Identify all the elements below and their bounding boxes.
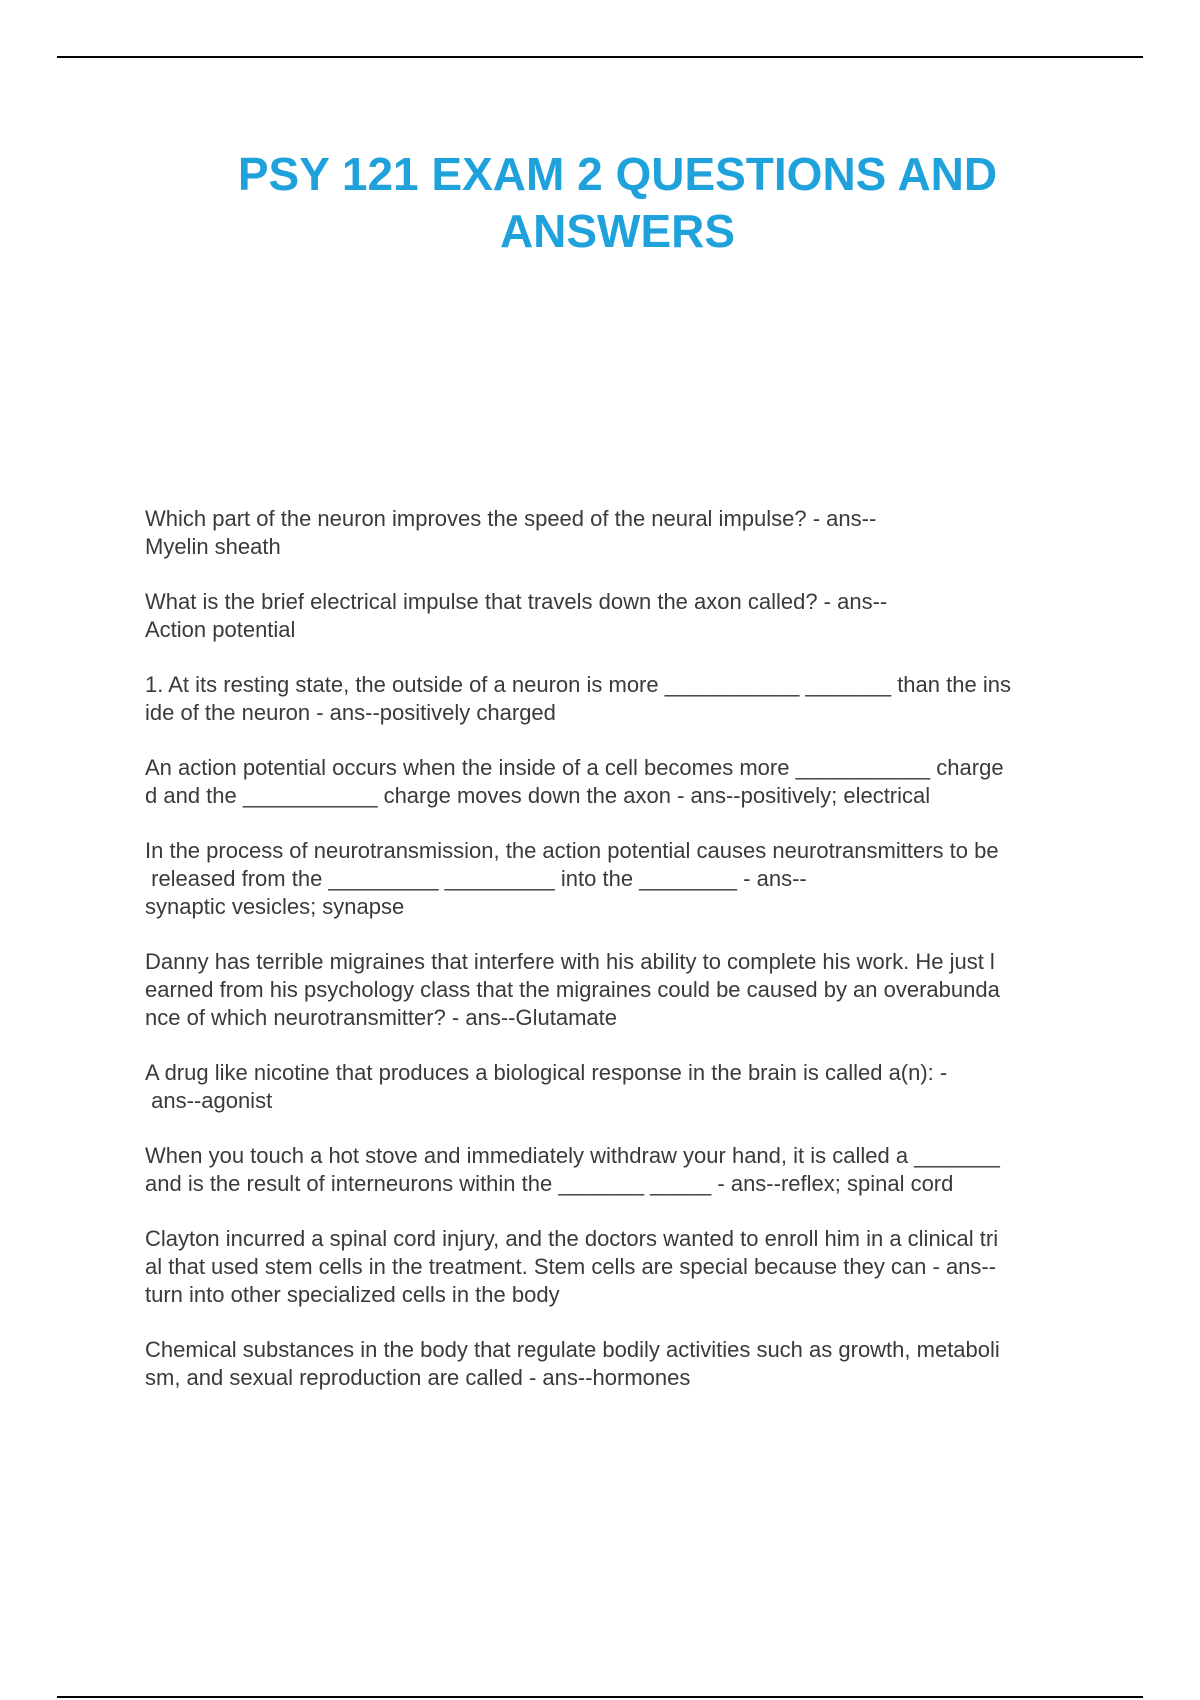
- qa-item: [145, 671, 1090, 727]
- qa-line: Myelin sheath: [145, 534, 281, 559]
- qa-line: nce of which neurotransmitter? - ans--Glutamate: [145, 1005, 617, 1030]
- qa-line: Chemical substances in the body that regulate bodily activities such as growth, metaboli: [145, 1337, 1000, 1362]
- qa-item: [145, 588, 1090, 644]
- qa-list: [145, 505, 1090, 1419]
- qa-line: Clayton incurred a spinal cord injury, and the doctors wanted to enroll him in a clinical tri: [145, 1226, 999, 1251]
- qa-line: turn into other specialized cells in the body: [145, 1282, 560, 1307]
- qa-item: [145, 754, 1090, 810]
- qa-line: Action potential: [145, 617, 296, 642]
- qa-item: [145, 837, 1090, 921]
- qa-line: An action potential occurs when the inside of a cell becomes more ___________ charge: [145, 755, 1004, 780]
- qa-line: A drug like nicotine that produces a biological response in the brain is called a(n): -: [145, 1060, 948, 1085]
- top-rule: [57, 56, 1143, 58]
- qa-item: [145, 1059, 1090, 1115]
- qa-line: 1. At its resting state, the outside of a neuron is more ___________ _______ than the ins: [145, 672, 1011, 697]
- qa-item: [145, 948, 1090, 1032]
- qa-item: [145, 505, 1090, 561]
- qa-line: In the process of neurotransmission, the action potential causes neurotransmitters to be: [145, 838, 999, 863]
- qa-line: When you touch a hot stove and immediately withdraw your hand, it is called a _______: [145, 1143, 1000, 1168]
- qa-line: Danny has terrible migraines that interfere with his ability to complete his work. He just l: [145, 949, 995, 974]
- qa-line: earned from his psychology class that the migraines could be caused by an overabunda: [145, 977, 1000, 1002]
- qa-line: Which part of the neuron improves the speed of the neural impulse? - ans--: [145, 506, 877, 531]
- qa-line: ide of the neuron - ans--positively charged: [145, 700, 556, 725]
- title-line: ANSWERS: [499, 205, 736, 257]
- page-title: [200, 146, 1035, 260]
- qa-line: d and the ___________ charge moves down the axon - ans--positively; electrical: [145, 783, 931, 808]
- qa-item: [145, 1336, 1090, 1392]
- qa-line: and is the result of interneurons within the _______ _____ - ans--reflex; spinal cord: [145, 1171, 954, 1196]
- qa-item: [145, 1225, 1090, 1309]
- qa-line: synaptic vesicles; synapse: [145, 894, 405, 919]
- qa-line: released from the _________ _________ into the ________ - ans--: [145, 866, 807, 891]
- title-line: PSY 121 EXAM 2 QUESTIONS AND: [237, 148, 998, 200]
- qa-line: ans--agonist: [145, 1088, 273, 1113]
- qa-line: sm, and sexual reproduction are called - ans--hormones: [145, 1365, 691, 1390]
- qa-item: [145, 1142, 1090, 1198]
- bottom-rule: [57, 1696, 1143, 1698]
- qa-line: What is the brief electrical impulse that travels down the axon called? - ans--: [145, 589, 888, 614]
- qa-line: al that used stem cells in the treatment. Stem cells are special because they can - ans--: [145, 1254, 997, 1279]
